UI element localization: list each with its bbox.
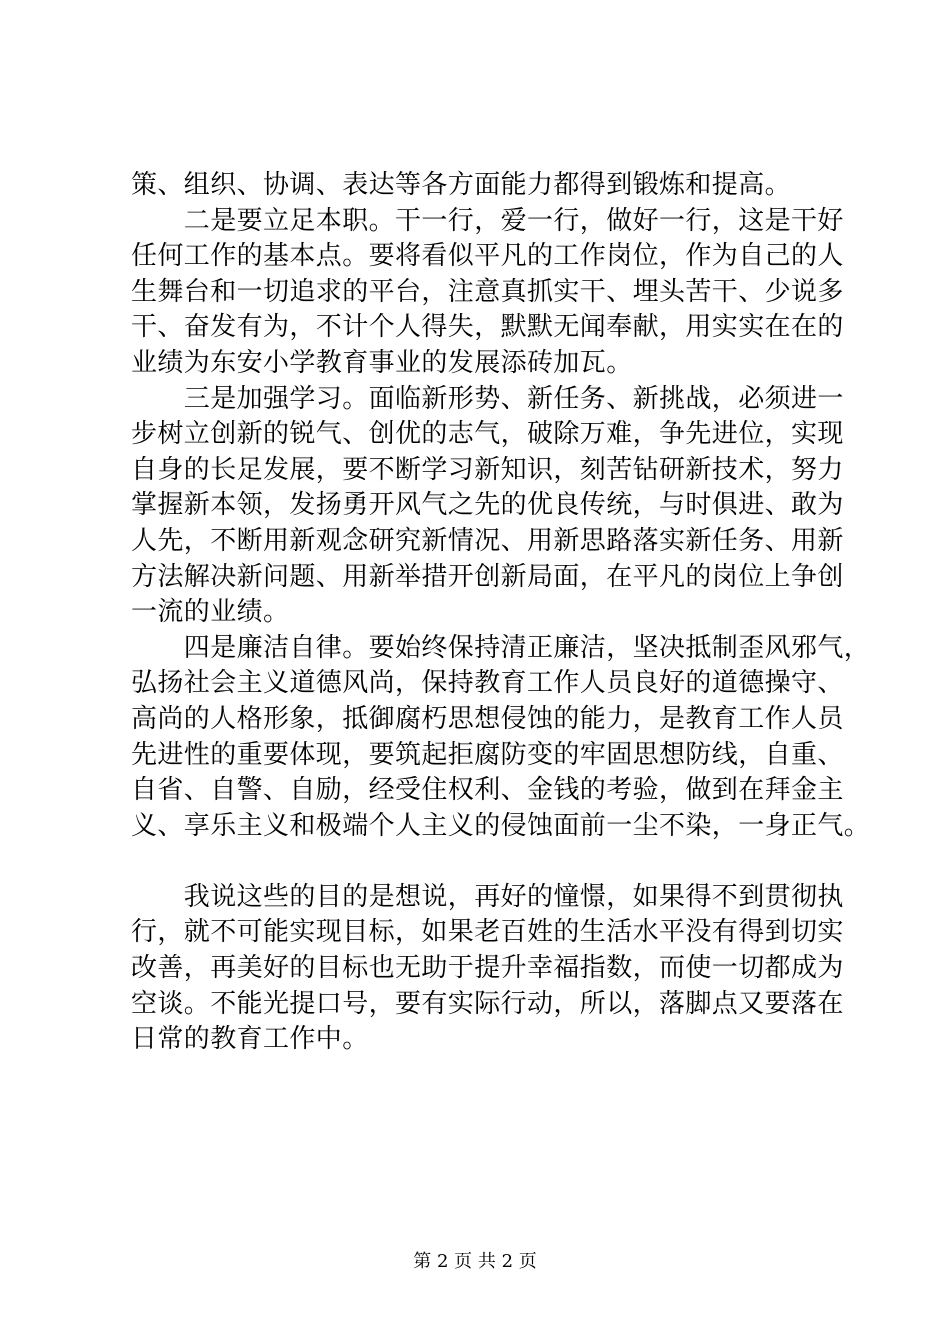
blank-line bbox=[131, 844, 831, 880]
text-line: 四是廉洁自律。要始终保持清正廉洁，坚决抵制歪风邪气， bbox=[131, 632, 871, 663]
document-body bbox=[131, 168, 871, 1058]
text-line: 先进性的重要体现，要筑起拒腐防变的牢固思想防线，自重、 bbox=[131, 739, 844, 770]
page-number-footer: 第 2 页 共 2 页 bbox=[413, 1251, 537, 1272]
text-line: 改善，再美好的目标也无助于提升幸福指数，而使一切都成为 bbox=[131, 953, 844, 984]
text-line: 掌握新本领，发扬勇开风气之先的优良传统，与时俱进、敢为 bbox=[131, 490, 844, 521]
text-line: 自身的长足发展，要不断学习新知识，刻苦钻研新技术，努力 bbox=[131, 454, 844, 485]
text-line: 三是加强学习。面临新形势、新任务、新挑战，必须进一 bbox=[131, 383, 844, 414]
text-line: 人先，不断用新观念研究新情况、用新思路落实新任务、用新 bbox=[131, 525, 844, 556]
text-line: 我说这些的目的是想说，再好的憧憬，如果得不到贯彻执 bbox=[131, 881, 844, 912]
text-line: 步树立创新的锐气、创优的志气，破除万难，争先进位，实现 bbox=[131, 419, 844, 450]
text-line: 任何工作的基本点。要将看似平凡的工作岗位，作为自己的人 bbox=[131, 241, 844, 272]
text-line: 生舞台和一切追求的平台，注意真抓实干、埋头苦干、少说多 bbox=[131, 276, 844, 307]
text-line: 一流的业绩。 bbox=[131, 597, 290, 628]
text-line: 二是要立足本职。干一行，爱一行，做好一行，这是干好 bbox=[131, 205, 844, 236]
text-line: 策、组织、协调、表达等各方面能力都得到锻炼和提高。 bbox=[131, 170, 792, 200]
text-line: 日常的教育工作中。 bbox=[131, 1024, 369, 1055]
text-line: 空谈。不能光提口号，要有实际行动，所以，落脚点又要落在 bbox=[131, 988, 844, 1019]
text-line: 干、奋发有为，不计个人得失，默默无闻奉献，用实实在在的 bbox=[131, 312, 844, 343]
text-line: 高尚的人格形象，抵御腐朽思想侵蚀的能力，是教育工作人员 bbox=[131, 703, 844, 734]
text-line: 自省、自警、自励，经受住权利、金钱的考验，做到在拜金主 bbox=[131, 775, 844, 806]
text-line: 弘扬社会主义道德风尚，保持教育工作人员良好的道德操守、 bbox=[131, 668, 844, 699]
text-line: 业绩为东安小学教育事业的发展添砖加瓦。 bbox=[131, 347, 633, 378]
text-line: 义、享乐主义和极端个人主义的侵蚀面前一尘不染，一身正气。 bbox=[131, 810, 871, 841]
text-line: 方法解决新问题、用新举措开创新局面，在平凡的岗位上争创 bbox=[131, 561, 844, 592]
text-line: 行，就不可能实现目标，如果老百姓的生活水平没有得到切实 bbox=[131, 917, 844, 948]
